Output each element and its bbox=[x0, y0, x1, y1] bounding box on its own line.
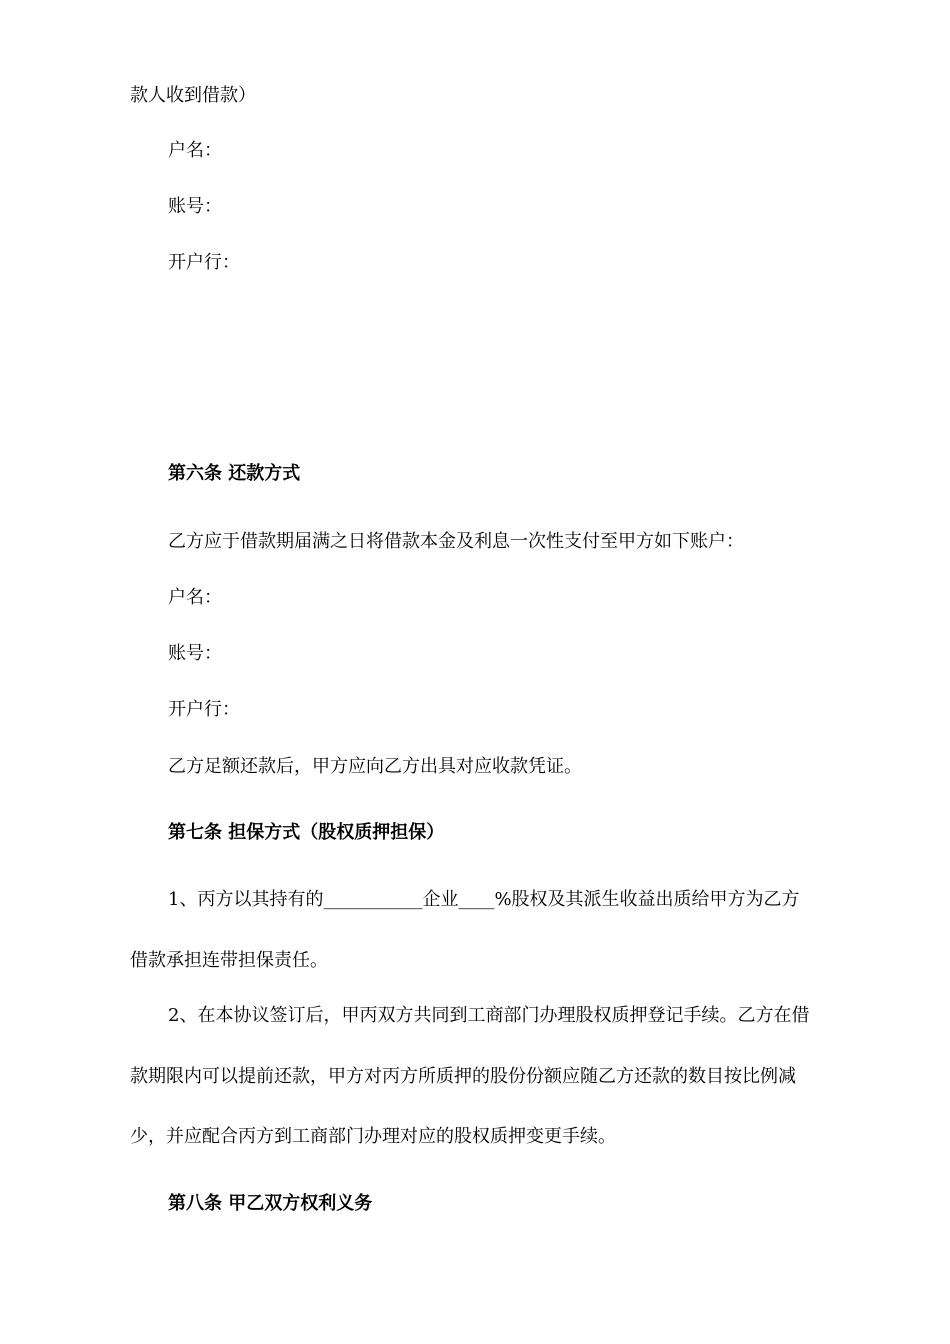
article-7-item-2-line-2: 款期限内可以提前还款，甲方对丙方所质押的股份份额应随乙方还款的数目按比例减 bbox=[130, 1066, 796, 1087]
article-6-paragraph-2: 乙方足额还款后，甲方应向乙方出具对应收款凭证。 bbox=[168, 756, 582, 777]
article-7-heading: 第七条 担保方式（股权质押担保） bbox=[168, 822, 445, 843]
article-8-heading: 第八条 甲乙双方权利义务 bbox=[168, 1193, 373, 1214]
account-name-label-2: 户名： bbox=[168, 587, 222, 608]
article-7-item-2-line-3: 少，并应配合丙方到工商部门办理对应的股权质押变更手续。 bbox=[130, 1126, 616, 1147]
intro-tail-text: 款人收到借款） bbox=[130, 85, 256, 106]
article-7-item-2-line-1: 2、在本协议签订后，甲丙双方共同到工商部门办理股权质押登记手续。乙方在借 bbox=[168, 1005, 810, 1026]
account-bank-label-2: 开户行： bbox=[168, 699, 240, 720]
article-6-paragraph-1: 乙方应于借款期届满之日将借款本金及利息一次性支付至甲方如下账户： bbox=[168, 531, 744, 552]
account-bank-label-1: 开户行： bbox=[168, 252, 240, 273]
article-7-item-1-line-2: 借款承担连带担保责任。 bbox=[130, 950, 328, 971]
article-6-heading: 第六条 还款方式 bbox=[168, 463, 301, 484]
account-number-label-1: 账号： bbox=[168, 196, 222, 217]
account-number-label-2: 账号： bbox=[168, 643, 222, 664]
account-name-label-1: 户名： bbox=[168, 140, 222, 161]
article-7-item-1-line-1: 1、丙方以其持有的___________企业____%股权及其派生收益出质给甲方为乙方 bbox=[168, 889, 800, 910]
